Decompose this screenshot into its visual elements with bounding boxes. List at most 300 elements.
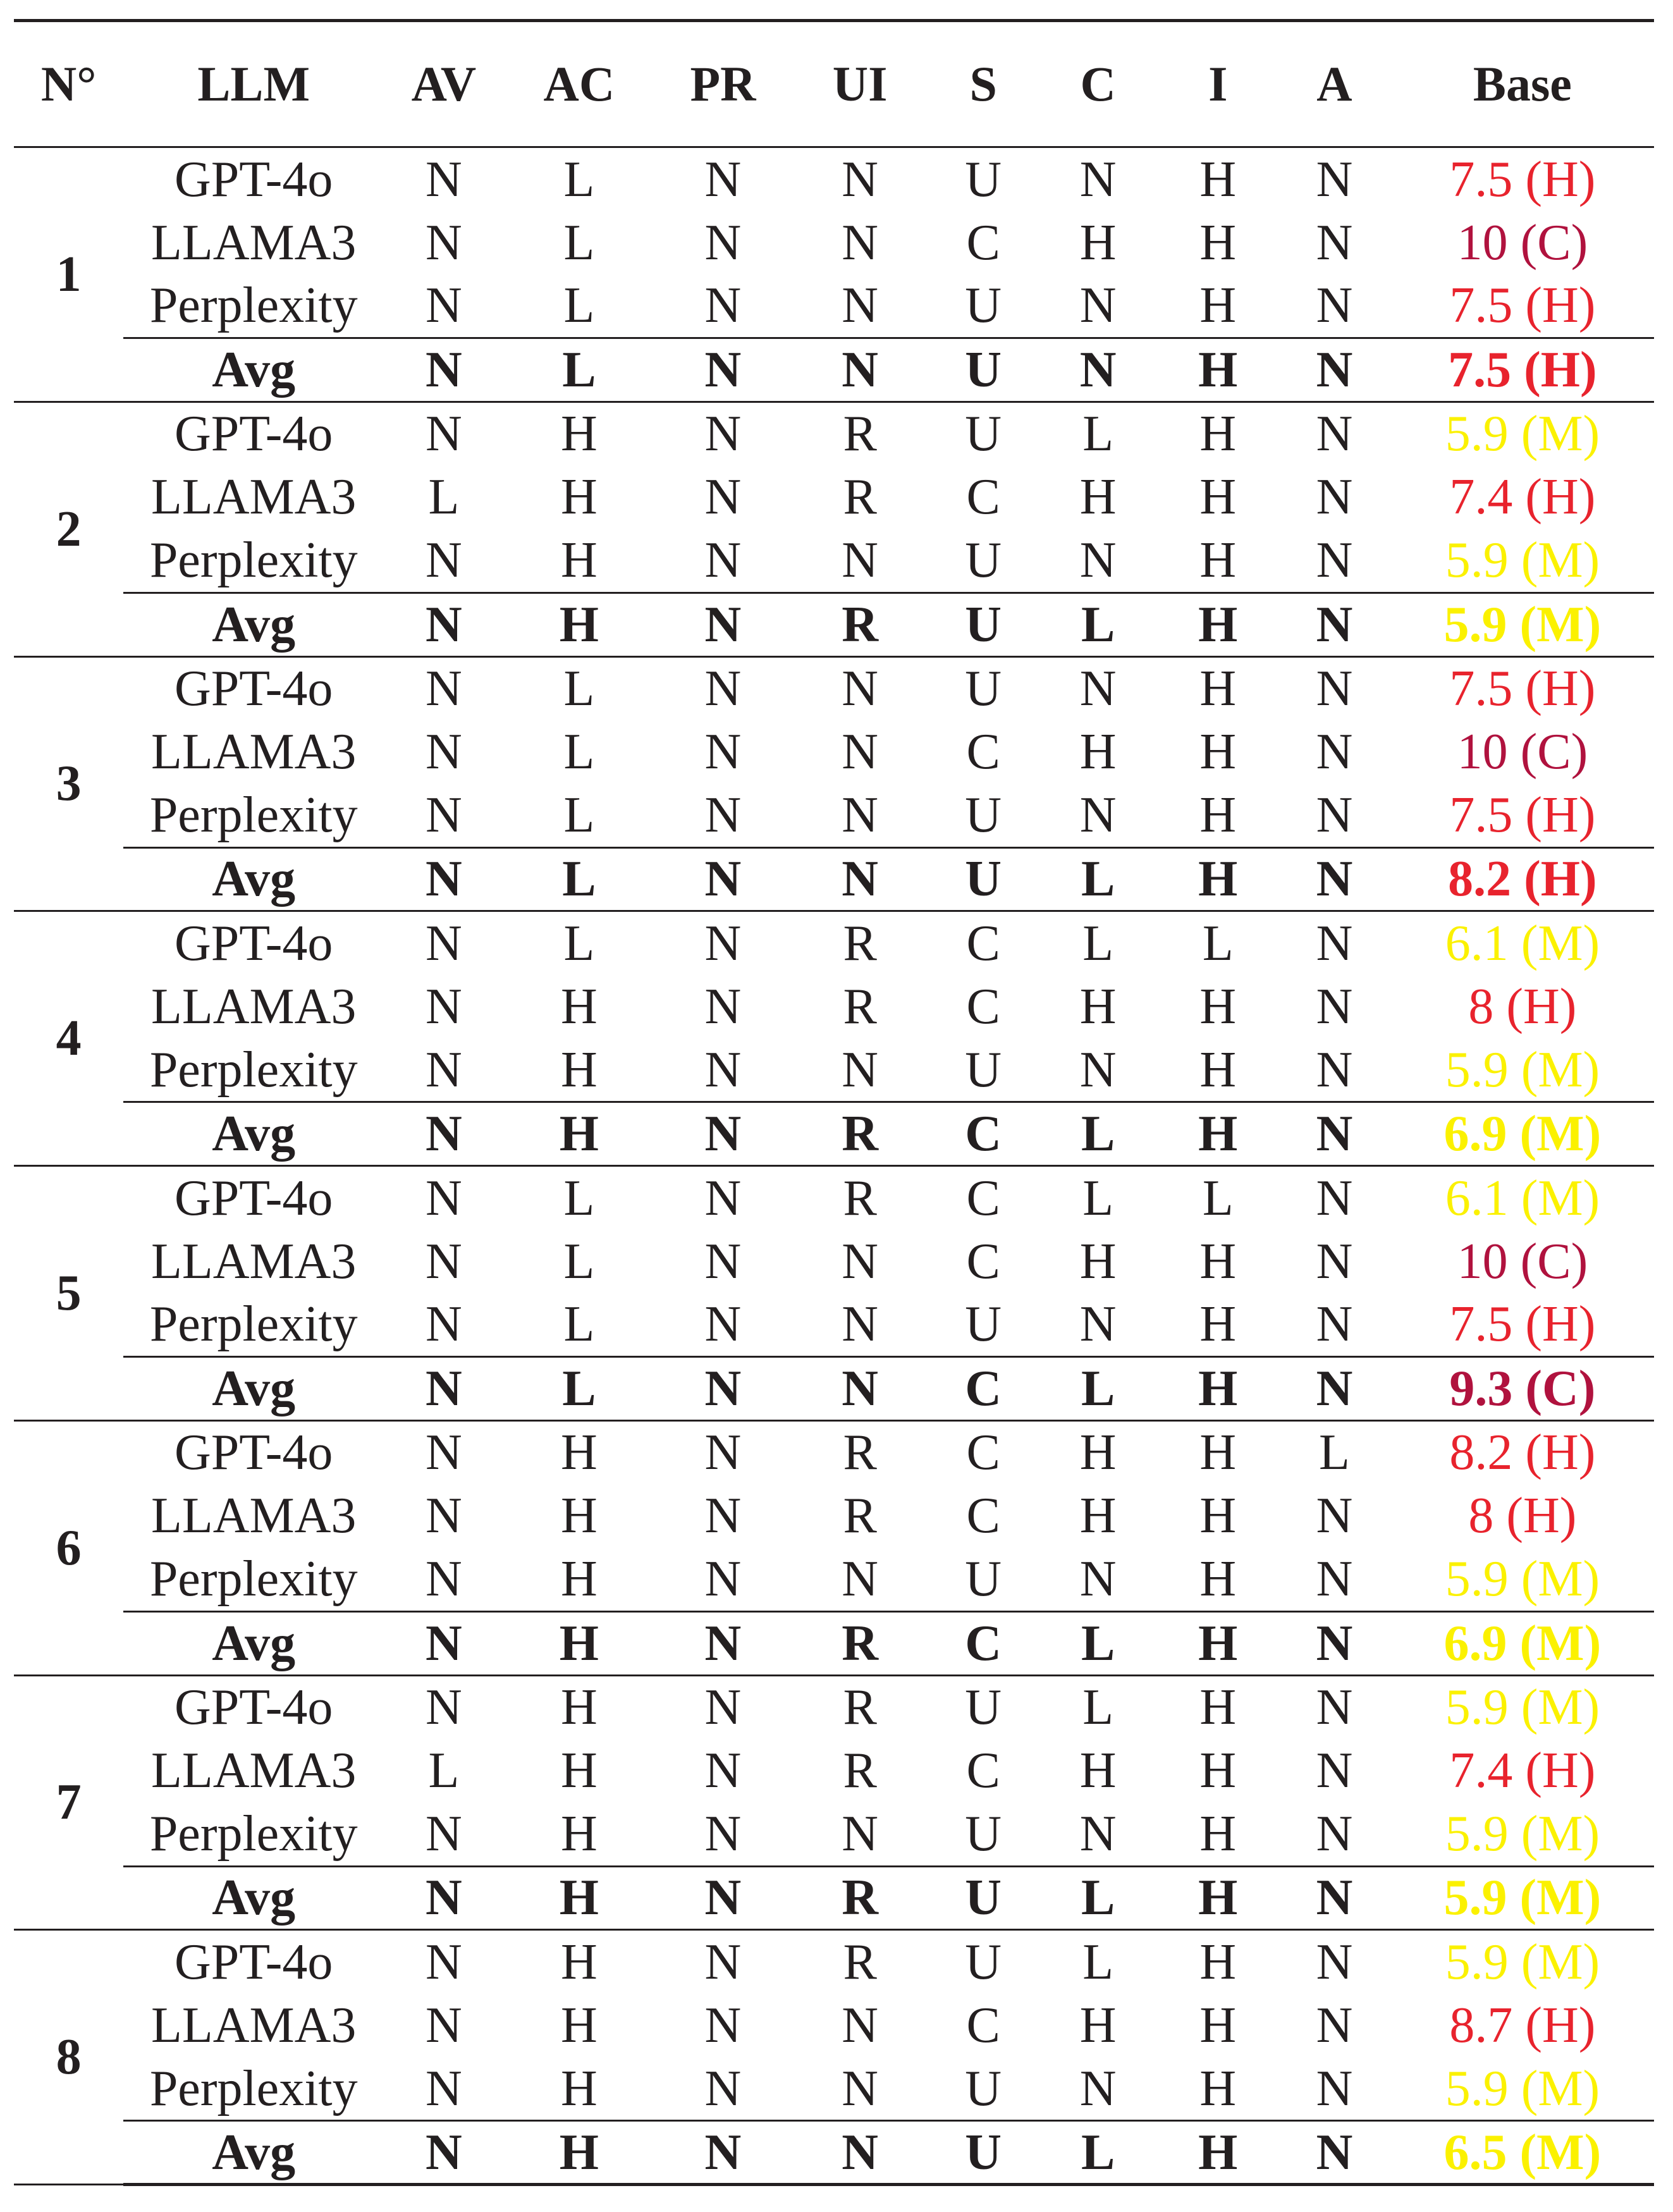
base-score: 6.9 (M) [1391, 1102, 1654, 1166]
metric-i: H [1158, 1357, 1278, 1421]
base-score: 7.5 (H) [1391, 274, 1654, 338]
metric-i: H [1158, 1038, 1278, 1102]
metric-ac: H [504, 1102, 654, 1166]
metric-ui: N [792, 2121, 929, 2185]
metric-s: U [965, 151, 1002, 207]
metric-pr: N [654, 338, 792, 402]
metric-ac: L [504, 274, 654, 338]
table-row [14, 1293, 1654, 1357]
metric-ac: L [563, 1233, 595, 1289]
llm-name: GPT-4o [175, 915, 333, 971]
metric-a: N [1278, 1038, 1391, 1102]
table-row [14, 1420, 1654, 1484]
metric-i: H [1158, 529, 1278, 593]
metric-c: L [1038, 1357, 1158, 1421]
metric-c: H [1079, 1425, 1117, 1481]
metric-a: N [1278, 2057, 1391, 2121]
table-header [14, 21, 1654, 147]
llm-name: Perplexity [123, 783, 384, 847]
metric-pr: N [654, 1611, 792, 1675]
metric-pr: N [654, 847, 792, 911]
table-row [14, 2057, 1654, 2121]
metric-s: U [928, 274, 1038, 338]
metric-s: U [928, 783, 1038, 847]
table-row [14, 1930, 1654, 1994]
metric-pr: N [654, 1357, 792, 1421]
metric-a: N [1278, 1866, 1391, 1930]
metric-i: H [1199, 724, 1237, 780]
metric-pr: N [704, 915, 742, 971]
metric-s: C [928, 1102, 1038, 1166]
metric-av: N [426, 214, 462, 271]
metric-i: H [1199, 1233, 1237, 1289]
header-row [14, 21, 1654, 147]
header-llm: LLM [123, 21, 384, 147]
metric-ac: H [504, 1611, 654, 1675]
metric-c: H [1079, 978, 1117, 1035]
metric-c: N [1038, 529, 1158, 593]
metric-a: N [1316, 978, 1353, 1035]
metric-pr: N [704, 1233, 742, 1289]
metric-a: N [1278, 593, 1391, 656]
metric-c: N [1038, 2057, 1158, 2121]
metric-c: L [1038, 1102, 1158, 1166]
table-row [14, 147, 1654, 211]
metric-pr: N [704, 406, 742, 462]
metric-pr: N [704, 151, 742, 207]
metric-c: L [1082, 1934, 1114, 1990]
metric-ac: H [561, 1743, 598, 1799]
metric-a: N [1316, 1233, 1353, 1289]
metric-pr: N [704, 661, 742, 717]
header-pr: PR [654, 21, 792, 147]
metric-ac: H [561, 469, 598, 525]
metric-pr: N [654, 1866, 792, 1930]
llm-name: GPT-4o [175, 1170, 333, 1226]
metric-c: L [1038, 847, 1158, 911]
vulnerability-number: 6 [14, 1420, 123, 1675]
avg-label: Avg [123, 1611, 384, 1675]
metric-c: N [1079, 661, 1117, 717]
metric-ui: R [843, 915, 877, 971]
metric-a: N [1278, 1548, 1391, 1612]
header-no: N° [14, 21, 123, 147]
metric-s: U [965, 1934, 1002, 1990]
metric-c: H [1079, 1743, 1117, 1799]
table-row [14, 656, 1654, 720]
metric-av: N [426, 1233, 462, 1289]
metric-av: N [426, 1488, 462, 1544]
metric-c: L [1082, 1170, 1114, 1226]
metric-a: N [1278, 274, 1391, 338]
table-row [14, 1038, 1654, 1102]
avg-label: Avg [123, 338, 384, 402]
header-c: C [1038, 21, 1158, 147]
metric-s: C [966, 1425, 1000, 1481]
metric-av: N [384, 1866, 504, 1930]
metric-ui: N [792, 783, 929, 847]
metric-av: L [428, 1743, 460, 1799]
metric-ui: N [842, 1233, 879, 1289]
base-score: 5.9 (M) [1391, 1038, 1654, 1102]
metric-ac: H [504, 529, 654, 593]
metric-ui: R [843, 1488, 877, 1544]
metric-ac: L [563, 915, 595, 971]
metric-s: U [928, 1548, 1038, 1612]
table-row [14, 402, 1654, 465]
metric-av: N [384, 783, 504, 847]
metric-i: H [1199, 214, 1237, 271]
llm-name: LLAMA3 [151, 724, 357, 780]
metric-ac: L [504, 1293, 654, 1357]
metric-av: N [384, 1293, 504, 1357]
metric-ac: H [504, 1038, 654, 1102]
base-score: 5.9 (M) [1445, 1934, 1600, 1990]
metric-c: N [1038, 1038, 1158, 1102]
metric-s: U [928, 1866, 1038, 1930]
metric-a: N [1316, 469, 1353, 525]
metric-ui: R [792, 1102, 929, 1166]
metric-ui: N [842, 214, 879, 271]
metric-av: N [384, 593, 504, 656]
metric-ac: L [504, 847, 654, 911]
metric-pr: N [654, 593, 792, 656]
table-row [14, 211, 1654, 274]
metric-i: H [1158, 1293, 1278, 1357]
average-row [14, 338, 1654, 402]
base-score: 6.9 (M) [1391, 1611, 1654, 1675]
llm-name: GPT-4o [175, 661, 333, 717]
metric-c: H [1079, 1488, 1117, 1544]
llm-name: GPT-4o [175, 406, 333, 462]
metric-s: U [928, 847, 1038, 911]
llm-name: LLAMA3 [151, 214, 357, 271]
metric-i: H [1199, 1743, 1237, 1799]
metric-s: U [928, 2121, 1038, 2185]
metric-a: N [1278, 529, 1391, 593]
metric-s: U [928, 593, 1038, 656]
base-score: 5.9 (M) [1391, 1802, 1654, 1866]
metric-ac: H [561, 1488, 598, 1544]
llm-name: Perplexity [123, 1548, 384, 1612]
metric-i: L [1202, 1170, 1234, 1226]
metric-ui: N [792, 1357, 929, 1421]
metric-i: H [1158, 1802, 1278, 1866]
metric-i: H [1199, 469, 1237, 525]
metric-c: N [1038, 1293, 1158, 1357]
vulnerability-number: 7 [14, 1675, 123, 1930]
metric-i: H [1158, 2057, 1278, 2121]
metric-s: C [966, 1743, 1000, 1799]
avg-label: Avg [123, 1357, 384, 1421]
vulnerability-group-6 [14, 1420, 1654, 1675]
base-score: 10 (C) [1457, 214, 1588, 271]
metric-ac: H [504, 593, 654, 656]
metric-av: N [426, 1170, 462, 1226]
metric-i: L [1202, 915, 1234, 971]
metric-a: N [1278, 1611, 1391, 1675]
metric-ac: H [561, 1934, 598, 1990]
avg-label: Avg [123, 2121, 384, 2185]
metric-ui: N [792, 2057, 929, 2121]
metric-i: H [1158, 783, 1278, 847]
metric-av: N [426, 978, 462, 1035]
metric-i: H [1158, 847, 1278, 911]
metric-a: L [1319, 1425, 1350, 1481]
base-score: 5.9 (M) [1391, 1548, 1654, 1612]
metric-pr: N [704, 1997, 742, 2053]
metric-c: H [1079, 1997, 1117, 2053]
vulnerability-group-2 [14, 402, 1654, 656]
header-ui: UI [792, 21, 929, 147]
base-score: 7.4 (H) [1449, 1743, 1596, 1799]
vulnerability-number: 2 [14, 402, 123, 656]
metric-ac: H [561, 406, 598, 462]
metric-ac: H [504, 1866, 654, 1930]
table-row [14, 1993, 1654, 2057]
table-row [14, 1166, 1654, 1230]
llm-name: LLAMA3 [151, 1743, 357, 1799]
metric-a: N [1316, 214, 1353, 271]
metric-ui: N [792, 1548, 929, 1612]
metric-s: U [928, 1802, 1038, 1866]
metric-c: H [1079, 214, 1117, 271]
table-row [14, 1739, 1654, 1803]
cvss-score-table [14, 19, 1654, 2186]
llm-name: LLAMA3 [151, 1233, 357, 1289]
metric-ui: N [842, 661, 879, 717]
metric-av: N [426, 1934, 462, 1990]
metric-i: H [1158, 274, 1278, 338]
metric-i: H [1199, 1680, 1237, 1736]
table-row [14, 974, 1654, 1038]
base-score: 7.5 (H) [1449, 661, 1596, 717]
metric-ac: L [563, 214, 595, 271]
metric-ac: H [561, 1425, 598, 1481]
metric-c: L [1082, 915, 1114, 971]
metric-ac: H [561, 1997, 598, 2053]
metric-av: N [384, 1102, 504, 1166]
metric-a: N [1316, 406, 1353, 462]
metric-i: H [1199, 978, 1237, 1035]
base-score: 5.9 (M) [1391, 529, 1654, 593]
metric-pr: N [654, 1548, 792, 1612]
base-score: 5.9 (M) [1391, 593, 1654, 656]
metric-a: N [1316, 151, 1353, 207]
vulnerability-group-1 [14, 147, 1654, 402]
table-row [14, 1229, 1654, 1293]
metric-a: N [1316, 1488, 1353, 1544]
vulnerability-number: 5 [14, 1166, 123, 1421]
metric-av: N [384, 1611, 504, 1675]
metric-ac: L [504, 783, 654, 847]
metric-av: N [426, 661, 462, 717]
llm-name: Perplexity [123, 1802, 384, 1866]
metric-ac: H [504, 1548, 654, 1612]
base-score: 7.5 (H) [1391, 1293, 1654, 1357]
base-score: 9.3 (C) [1391, 1357, 1654, 1421]
metric-a: N [1278, 783, 1391, 847]
metric-ac: H [561, 978, 598, 1035]
metric-pr: N [654, 1802, 792, 1866]
metric-c: L [1038, 2121, 1158, 2185]
metric-pr: N [654, 2057, 792, 2121]
metric-a: N [1316, 1680, 1353, 1736]
table-row [14, 465, 1654, 529]
vulnerability-number: 8 [14, 1930, 123, 2185]
llm-name: GPT-4o [175, 1934, 333, 1990]
metric-s: C [966, 724, 1000, 780]
metric-ui: R [792, 593, 929, 656]
average-row [14, 1357, 1654, 1421]
table-row [14, 911, 1654, 975]
metric-ac: H [504, 1802, 654, 1866]
metric-c: N [1038, 338, 1158, 402]
llm-name: LLAMA3 [151, 1997, 357, 2053]
metric-av: N [384, 847, 504, 911]
metric-a: N [1316, 661, 1353, 717]
metric-ui: R [792, 1866, 929, 1930]
metric-c: N [1079, 151, 1117, 207]
metric-ui: R [843, 406, 877, 462]
metric-s: U [965, 661, 1002, 717]
metric-ui: R [843, 1425, 877, 1481]
base-score: 6.1 (M) [1445, 1170, 1600, 1226]
metric-i: H [1158, 1102, 1278, 1166]
table-row [14, 1675, 1654, 1739]
vulnerability-group-4 [14, 911, 1654, 1166]
vulnerability-number: 4 [14, 911, 123, 1166]
metric-i: H [1158, 338, 1278, 402]
header-av: AV [384, 21, 504, 147]
metric-i: H [1158, 593, 1278, 656]
metric-ac: L [504, 338, 654, 402]
metric-av: N [426, 1997, 462, 2053]
metric-pr: N [704, 214, 742, 271]
base-score: 7.5 (H) [1391, 783, 1654, 847]
metric-av: N [384, 2057, 504, 2121]
metric-av: N [384, 1548, 504, 1612]
metric-ui: N [792, 529, 929, 593]
header-i: I [1158, 21, 1278, 147]
header-s: S [928, 21, 1038, 147]
metric-i: H [1199, 1425, 1237, 1481]
vulnerability-group-8 [14, 1930, 1654, 2185]
metric-a: N [1316, 1170, 1353, 1226]
metric-pr: N [654, 274, 792, 338]
metric-pr: N [704, 1680, 742, 1736]
metric-ac: H [504, 2121, 654, 2185]
base-score: 5.9 (M) [1391, 2057, 1654, 2121]
average-row [14, 1866, 1654, 1930]
base-score: 10 (C) [1457, 724, 1588, 780]
metric-av: N [384, 1038, 504, 1102]
metric-s: C [966, 1170, 1000, 1226]
table-row [14, 1802, 1654, 1866]
metric-pr: N [654, 783, 792, 847]
metric-a: N [1278, 1293, 1391, 1357]
base-score: 8.7 (H) [1449, 1997, 1596, 2053]
vulnerability-group-5 [14, 1166, 1654, 1421]
metric-pr: N [704, 469, 742, 525]
table-row [14, 1548, 1654, 1612]
base-score: 5.9 (M) [1445, 1680, 1600, 1736]
metric-c: L [1038, 1611, 1158, 1675]
metric-ac: L [563, 661, 595, 717]
metric-s: U [928, 338, 1038, 402]
metric-a: N [1278, 2121, 1391, 2185]
metric-ui: N [792, 1293, 929, 1357]
metric-c: N [1038, 783, 1158, 847]
metric-c: N [1038, 1802, 1158, 1866]
metric-c: L [1038, 1866, 1158, 1930]
avg-label: Avg [123, 847, 384, 911]
table-row [14, 529, 1654, 593]
metric-pr: N [704, 1488, 742, 1544]
vulnerability-number: 1 [14, 147, 123, 402]
metric-ui: N [792, 274, 929, 338]
metric-pr: N [704, 978, 742, 1035]
base-score: 8.2 (H) [1449, 1425, 1596, 1481]
metric-a: N [1316, 1743, 1353, 1799]
metric-s: U [928, 1293, 1038, 1357]
llm-name: Perplexity [123, 1038, 384, 1102]
header-base: Base [1391, 21, 1654, 147]
base-score: 8 (H) [1468, 1488, 1577, 1544]
metric-a: N [1278, 338, 1391, 402]
metric-ui: R [792, 1611, 929, 1675]
metric-ui: R [843, 1680, 877, 1736]
metric-a: N [1278, 1102, 1391, 1166]
table-row [14, 720, 1654, 784]
metric-pr: N [654, 2121, 792, 2185]
metric-s: C [928, 1357, 1038, 1421]
metric-av: N [384, 274, 504, 338]
metric-av: N [426, 915, 462, 971]
metric-av: N [426, 406, 462, 462]
base-score: 8 (H) [1468, 978, 1577, 1035]
metric-c: L [1038, 593, 1158, 656]
metric-pr: N [704, 1934, 742, 1990]
metric-ui: R [843, 1743, 877, 1799]
metric-i: H [1158, 1866, 1278, 1930]
metric-pr: N [704, 1425, 742, 1481]
metric-ui: N [792, 1802, 929, 1866]
metric-i: H [1199, 1997, 1237, 2053]
metric-c: H [1079, 469, 1117, 525]
average-row [14, 2121, 1654, 2185]
metric-ui: N [792, 847, 929, 911]
metric-av: N [384, 338, 504, 402]
average-row [14, 593, 1654, 656]
metric-a: N [1316, 915, 1353, 971]
metric-s: C [966, 978, 1000, 1035]
metric-ac: H [561, 1680, 598, 1736]
metric-pr: N [654, 1102, 792, 1166]
table-row [14, 1484, 1654, 1548]
metric-ac: L [563, 724, 595, 780]
metric-i: H [1199, 1934, 1237, 1990]
avg-label: Avg [123, 1866, 384, 1930]
metric-i: H [1199, 151, 1237, 207]
llm-name: GPT-4o [175, 151, 333, 207]
base-score: 8.2 (H) [1391, 847, 1654, 911]
base-score: 6.5 (M) [1391, 2121, 1654, 2185]
metric-pr: N [704, 724, 742, 780]
metric-av: N [426, 724, 462, 780]
average-row [14, 1611, 1654, 1675]
metric-ui: R [843, 1170, 877, 1226]
